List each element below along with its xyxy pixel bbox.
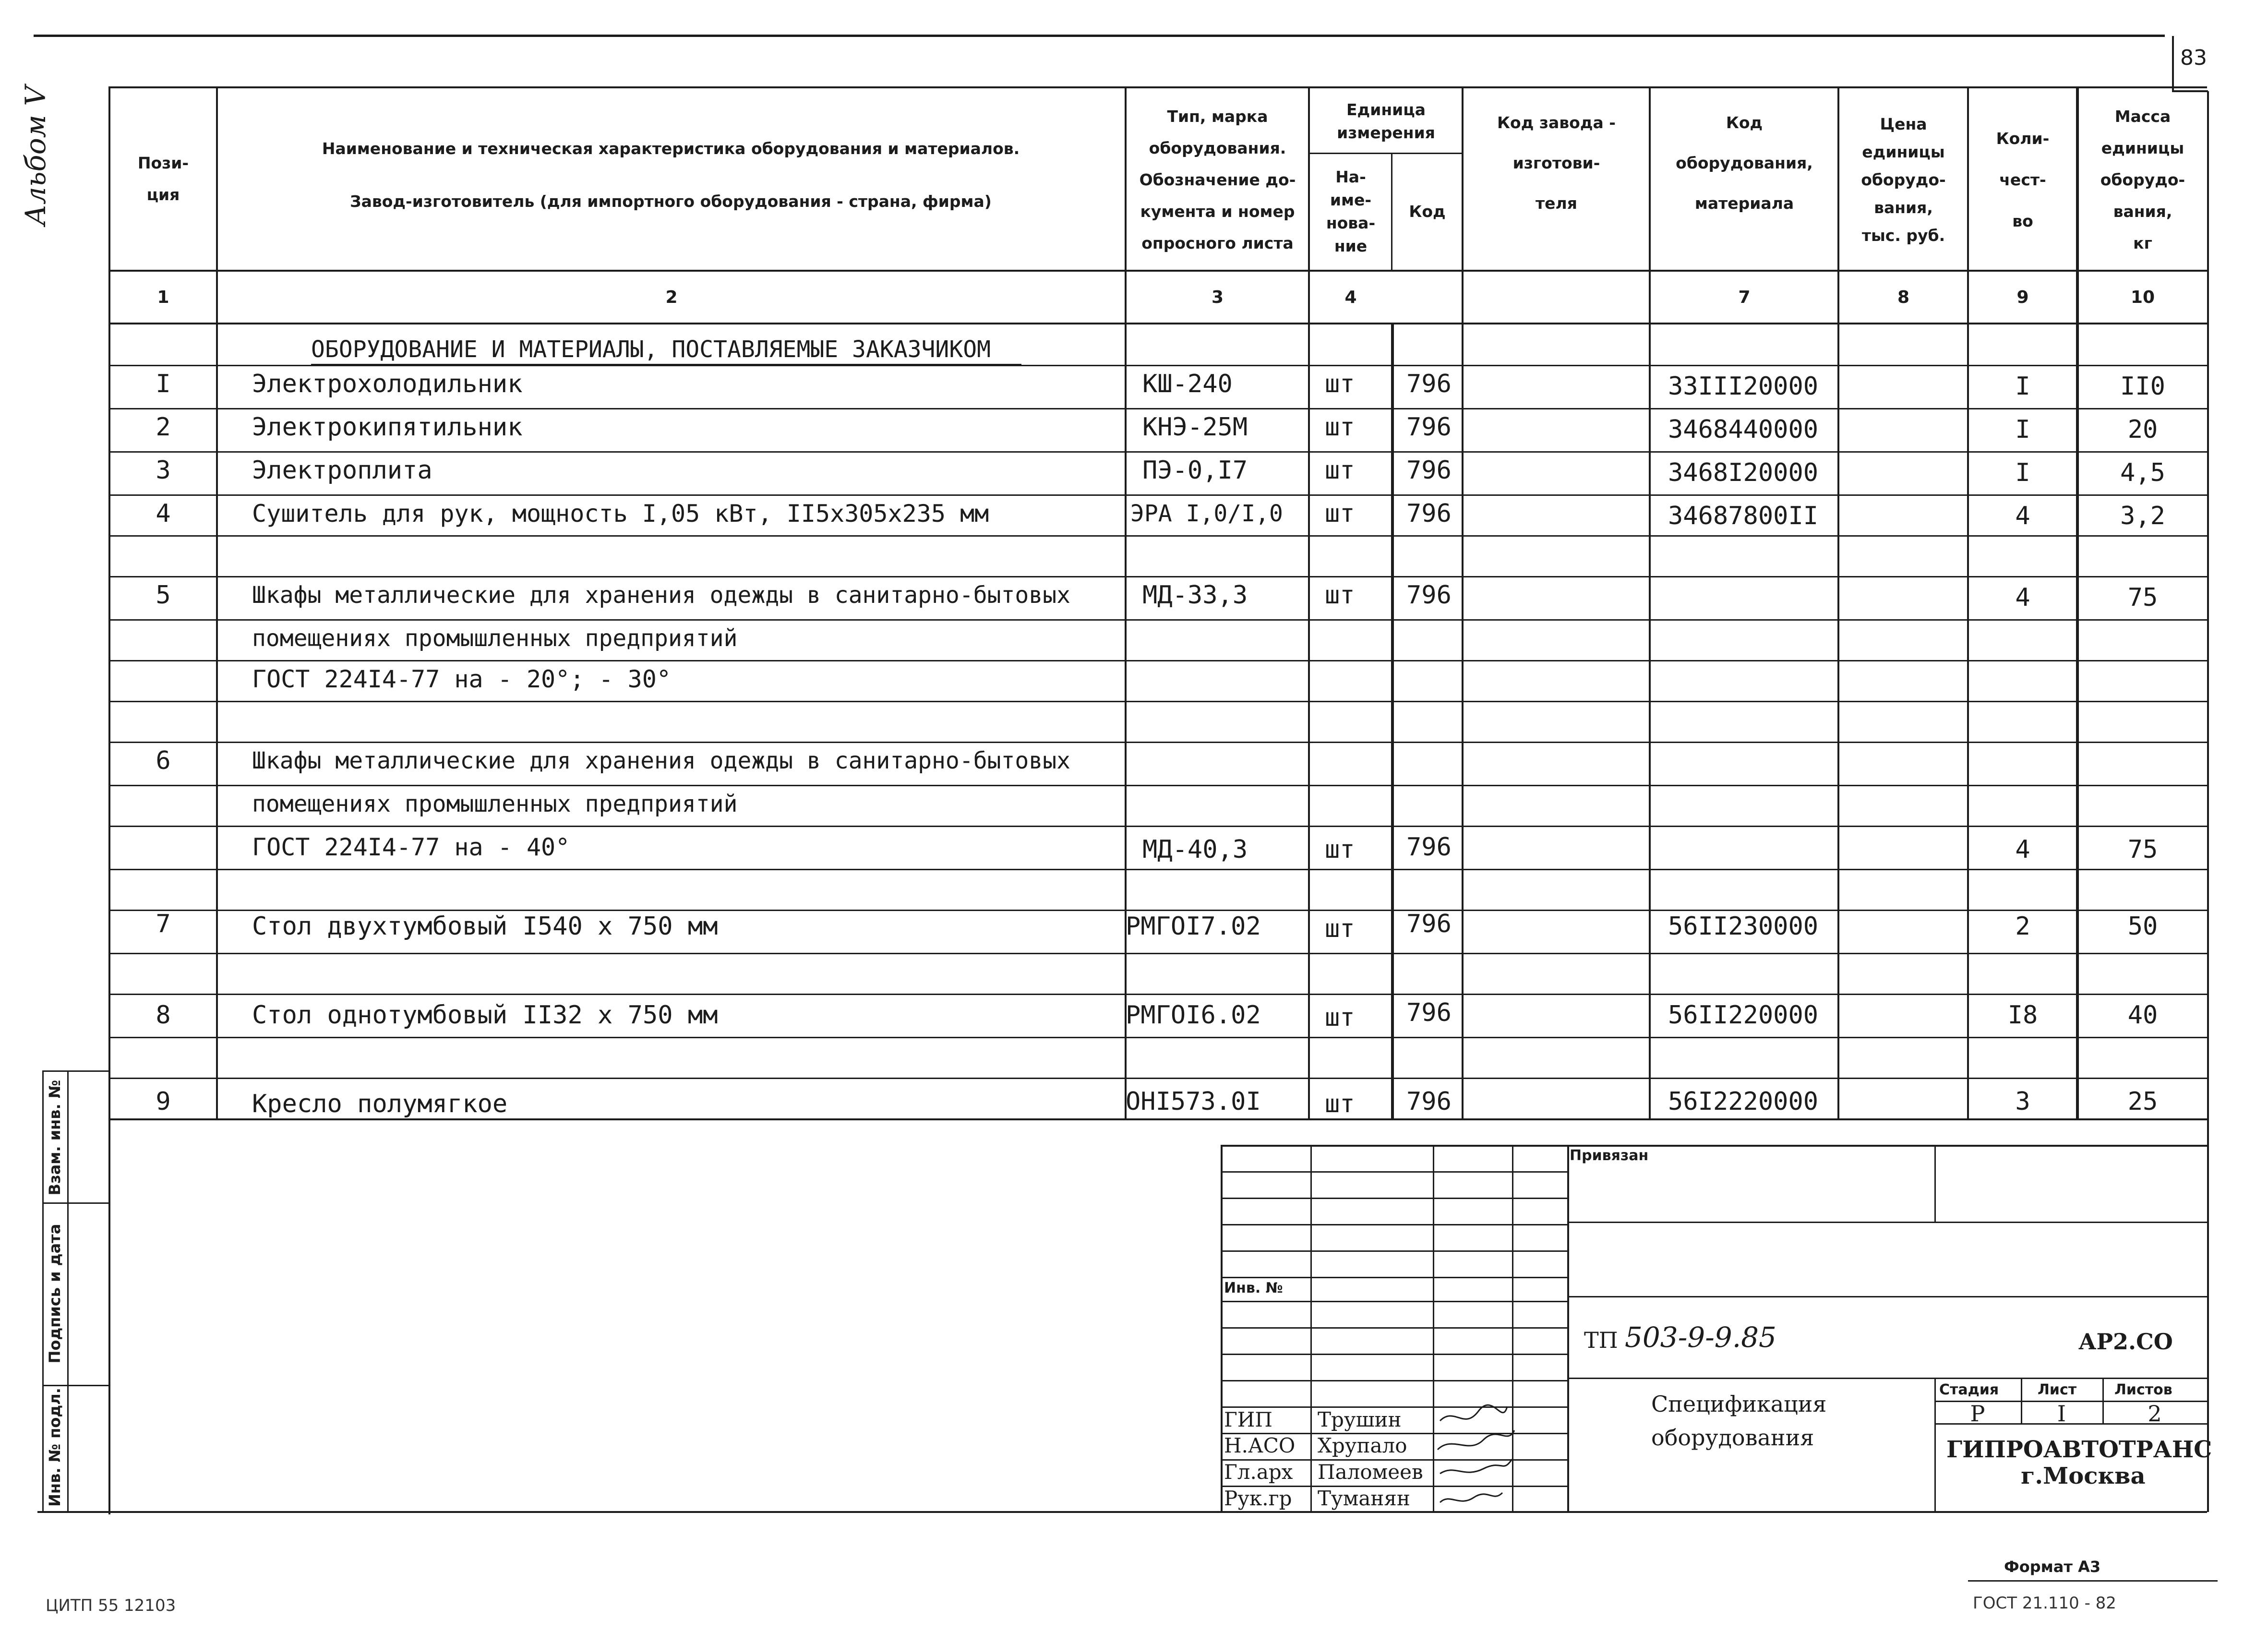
tb-title-line1: Спецификация	[1651, 1391, 1827, 1417]
row9-unit-code: 796	[1406, 1087, 1452, 1116]
row8-unit-code: 796	[1406, 998, 1452, 1027]
row1-mass: II0	[2120, 372, 2165, 401]
row6-name: Шкафы металлические для хранения одежды в санитарно-бытовых	[252, 747, 1071, 774]
tb-title-line2: оборудования	[1651, 1425, 1814, 1451]
section-title-underline	[311, 364, 1021, 365]
row6-name-line3: ГОСТ 224I4-77 на - 40°	[252, 833, 570, 861]
right-frame-border	[2207, 91, 2209, 1512]
row-line	[108, 826, 2207, 827]
tb-org-line1: ГИПРОАВТОТРАНС	[1946, 1436, 2212, 1463]
row2-qty: I	[2015, 415, 2030, 444]
row6-unit: шт	[1325, 835, 1355, 864]
row9-qty: 3	[2015, 1087, 2030, 1116]
row6-mass: 75	[2127, 835, 2158, 864]
row-line	[108, 494, 2207, 496]
tb-right-divider	[1567, 1145, 1569, 1512]
row-line	[108, 660, 2207, 661]
row4-name: Сушитель для рук, мощность I,05 кВт, II5x305x235 мм	[252, 500, 989, 528]
colnum-3: 3	[1211, 287, 1224, 307]
tb-row	[1221, 1171, 1567, 1173]
row-line	[108, 785, 2207, 786]
row3-unit-code: 796	[1406, 456, 1452, 485]
col-line	[1125, 86, 1127, 1119]
row7-name: Стол двухтумбовый I540 x 750 мм	[252, 912, 718, 941]
col-line	[1391, 153, 1392, 270]
tb-row	[1221, 1250, 1567, 1252]
header-type: Тип, марка оборудования. Обозначение до- кумента и номер опросного листа	[1139, 107, 1296, 252]
colnum-bottom-line	[108, 323, 2207, 324]
row9-name: Кресло полумягкое	[252, 1090, 508, 1118]
row7-mass: 50	[2127, 912, 2158, 941]
row4-code: 34687800II	[1668, 502, 1819, 530]
row8-unit: шт	[1325, 1003, 1355, 1032]
row6-type: МД-40,3	[1142, 835, 1248, 864]
row8-name: Стол однотумбовый II32 x 750 мм	[252, 1001, 718, 1030]
col-line	[1308, 86, 1310, 1119]
colnum-4: 4	[1344, 287, 1357, 307]
row2-type: КНЭ-25М	[1142, 413, 1248, 442]
unit-group-line	[1308, 153, 1462, 154]
row1-qty: I	[2015, 372, 2030, 401]
col-line	[1462, 86, 1464, 1119]
row7-unit: шт	[1325, 914, 1355, 943]
row-line	[108, 576, 2207, 577]
row-line	[108, 1037, 2207, 1038]
signer4-name: Туманян	[1318, 1487, 1410, 1510]
row1-name: Электрохолодильник	[252, 370, 523, 398]
stamp-vzam: Взам. инв. №	[46, 1080, 64, 1196]
row7-pos: 7	[156, 910, 171, 938]
row8-mass: 40	[2127, 1001, 2158, 1030]
header-unit-group: Единица измерения	[1337, 100, 1435, 142]
row8-code: 56II220000	[1668, 1001, 1819, 1030]
row3-qty: I	[2015, 458, 2030, 487]
row5-name-line3: ГОСТ 224I4-77 на - 20°; - 30°	[252, 665, 671, 693]
header-mass: Масса единицы оборудо- вания, кг	[2100, 107, 2185, 252]
row5-name-line2: помещениях промышленных предприятий	[252, 625, 738, 652]
colnum-2: 2	[665, 287, 678, 307]
tb-line	[1567, 1222, 2207, 1223]
signer3-name: Паломеев	[1318, 1460, 1423, 1484]
colnum-8: 8	[1897, 287, 1910, 307]
table-bottom-line	[108, 1118, 2207, 1120]
bottom-frame-border	[37, 1511, 2207, 1513]
header-equipment-code: Код оборудования, материала	[1676, 113, 1813, 213]
row2-unit: шт	[1325, 413, 1355, 442]
header-unit-name: На- име- нова- ние	[1326, 168, 1376, 255]
col-line	[1391, 323, 1394, 1119]
colnum-7: 7	[1738, 287, 1751, 307]
row-line	[108, 451, 2207, 453]
row-line	[108, 910, 2207, 911]
row5-unit-code: 796	[1406, 581, 1452, 610]
tb-doc-code: 503-9-9.85	[1625, 1321, 1776, 1354]
colnum-1: 1	[157, 287, 169, 307]
row4-pos: 4	[156, 499, 171, 528]
tb-row	[1221, 1301, 1567, 1302]
row6-name-line2: помещениях промышленных предприятий	[252, 791, 738, 817]
signer1-name: Трушин	[1318, 1408, 1402, 1431]
table-top-line	[108, 86, 2207, 88]
tb-stage-label: Стадия	[1939, 1381, 1999, 1398]
row4-mass: 3,2	[2120, 502, 2165, 530]
row1-pos: I	[156, 370, 171, 398]
row1-unit-code: 796	[1406, 370, 1452, 398]
row1-unit: шт	[1325, 370, 1355, 398]
row-line	[108, 535, 2207, 537]
row4-unit: шт	[1325, 499, 1355, 528]
row3-type: ПЭ-0,I7	[1142, 456, 1248, 485]
row4-unit-code: 796	[1406, 499, 1452, 528]
colnum-10: 10	[2130, 287, 2155, 307]
signer2-name: Хрупало	[1318, 1434, 1407, 1457]
tb-row	[1221, 1354, 1567, 1355]
row2-unit-code: 796	[1406, 413, 1452, 442]
row5-pos: 5	[156, 581, 171, 610]
col-line	[1649, 86, 1651, 1119]
row-line	[108, 1078, 2207, 1079]
footer-line	[1968, 1580, 2218, 1582]
signer1-role: ГИП	[1224, 1408, 1273, 1431]
row9-mass: 25	[2127, 1087, 2158, 1116]
tb-row	[1221, 1277, 1567, 1278]
col-line	[1837, 86, 1839, 1119]
tb-line	[1934, 1378, 1936, 1512]
stamp-inv: Инв. № подл.	[46, 1388, 64, 1507]
tb-org-line2: г.Москва	[2021, 1463, 2146, 1489]
tb-privyazan: Привязан	[1570, 1147, 1649, 1164]
header-price: Цена единицы оборудо- вания, тыс. руб.	[1861, 115, 1946, 245]
stamp-line	[67, 1070, 69, 1512]
row3-pos: 3	[156, 456, 171, 485]
row6-unit-code: 796	[1406, 833, 1452, 862]
tb-line	[1934, 1145, 1936, 1222]
col-line	[1967, 86, 1969, 1119]
tb-line	[1567, 1378, 2207, 1379]
row-line	[108, 408, 2207, 409]
header-name-line2: Завод-изготовитель (для импортного оборудования - страна, фирма)	[350, 192, 992, 211]
row3-name: Электроплита	[252, 456, 432, 485]
header-position: Пози- ция	[137, 153, 189, 204]
tb-sheet-label: Лист	[2038, 1381, 2077, 1398]
tb-row	[1221, 1380, 1567, 1381]
col-line	[216, 86, 218, 1119]
row2-code: 3468440000	[1668, 415, 1819, 444]
row9-code: 56I2220000	[1668, 1087, 1819, 1116]
stamp-podpis: Подпись и дата	[46, 1224, 64, 1364]
row3-mass: 4,5	[2120, 458, 2165, 487]
tb-sheets-label: Листов	[2114, 1381, 2172, 1398]
footer-left: ЦИТП 55 12103	[46, 1596, 176, 1615]
row6-pos: 6	[156, 746, 171, 775]
row9-pos: 9	[156, 1087, 171, 1116]
row4-type: ЭРА I,0/I,0	[1130, 500, 1283, 527]
stamp-line	[42, 1070, 44, 1512]
row8-pos: 8	[156, 1001, 171, 1030]
section-title: ОБОРУДОВАНИЕ И МАТЕРИАЛЫ, ПОСТАВЛЯЕМЫЕ ЗАКАЗЧИКОМ	[311, 336, 991, 363]
row2-pos: 2	[156, 413, 171, 442]
row-line	[108, 994, 2207, 995]
row4-qty: 4	[2015, 502, 2030, 530]
tb-row	[1221, 1327, 1567, 1329]
tb-row	[1221, 1224, 1567, 1225]
row5-qty: 4	[2015, 583, 2030, 612]
row7-type: РМГОI7.02	[1126, 912, 1261, 941]
row5-name: Шкафы металлические для хранения одежды в санитарно-бытовых	[252, 582, 1071, 609]
row-line	[108, 619, 2207, 621]
top-border	[34, 35, 2165, 37]
header-name-line1: Наименование и техническая характеристика оборудования и материалов.	[322, 139, 1020, 158]
row9-type: ОНI573.0I	[1126, 1087, 1261, 1116]
tb-stage: Р	[1970, 1401, 1985, 1427]
row7-code: 56II230000	[1668, 912, 1819, 941]
row5-type: МД-33,3	[1142, 581, 1248, 610]
row8-type: РМГОI6.02	[1126, 1001, 1261, 1030]
signer4-role: Рук.гр	[1224, 1487, 1292, 1510]
row2-mass: 20	[2127, 415, 2158, 444]
row3-unit: шт	[1325, 456, 1355, 485]
row5-mass: 75	[2127, 583, 2158, 612]
header-plant-code: Код завода - изготови- теля	[1497, 113, 1616, 213]
row7-unit-code: 796	[1406, 910, 1452, 938]
tb-sheets: 2	[2148, 1401, 2162, 1427]
tb-sheet-code: АР2.СО	[2078, 1329, 2173, 1355]
row5-unit: шт	[1325, 581, 1355, 610]
row-line	[108, 701, 2207, 702]
row6-qty: 4	[2015, 835, 2030, 864]
tb-row	[1221, 1198, 1567, 1199]
row1-type: КШ-240	[1142, 370, 1233, 398]
row1-code: 33III20000	[1668, 372, 1819, 401]
row7-qty: 2	[2015, 912, 2030, 941]
row2-name: Электрокипятильник	[252, 413, 523, 442]
tb-sheet: I	[2057, 1401, 2066, 1427]
format-label: Формат А3	[2004, 1558, 2101, 1576]
colnum-9: 9	[2016, 287, 2029, 307]
tb-doc-prefix: ТП	[1584, 1327, 1618, 1353]
row3-code: 3468I20000	[1668, 458, 1819, 487]
signature-scribbles	[1435, 1397, 1517, 1512]
header-unit-code: Код	[1409, 202, 1446, 221]
tb-top	[1221, 1145, 2207, 1147]
stamp-line	[42, 1385, 109, 1386]
row-line	[108, 742, 2207, 743]
tb-inv-no: Инв. №	[1224, 1280, 1283, 1296]
tb-line	[1567, 1296, 2207, 1297]
signer3-role: Гл.арх	[1224, 1460, 1293, 1484]
row-line	[108, 869, 2207, 870]
row-line	[108, 953, 2207, 954]
sheet-number: 83	[2180, 46, 2207, 70]
signer2-role: Н.АСО	[1224, 1434, 1296, 1457]
footer-right: ГОСТ 21.110 - 82	[1973, 1594, 2116, 1613]
row8-qty: I8	[2007, 1001, 2038, 1030]
album-label: Альбом V	[19, 85, 52, 226]
row9-unit: шт	[1325, 1090, 1355, 1118]
sheet-number-box-left	[2172, 36, 2174, 91]
header-quantity: Коли- чест- во	[1996, 129, 2050, 230]
